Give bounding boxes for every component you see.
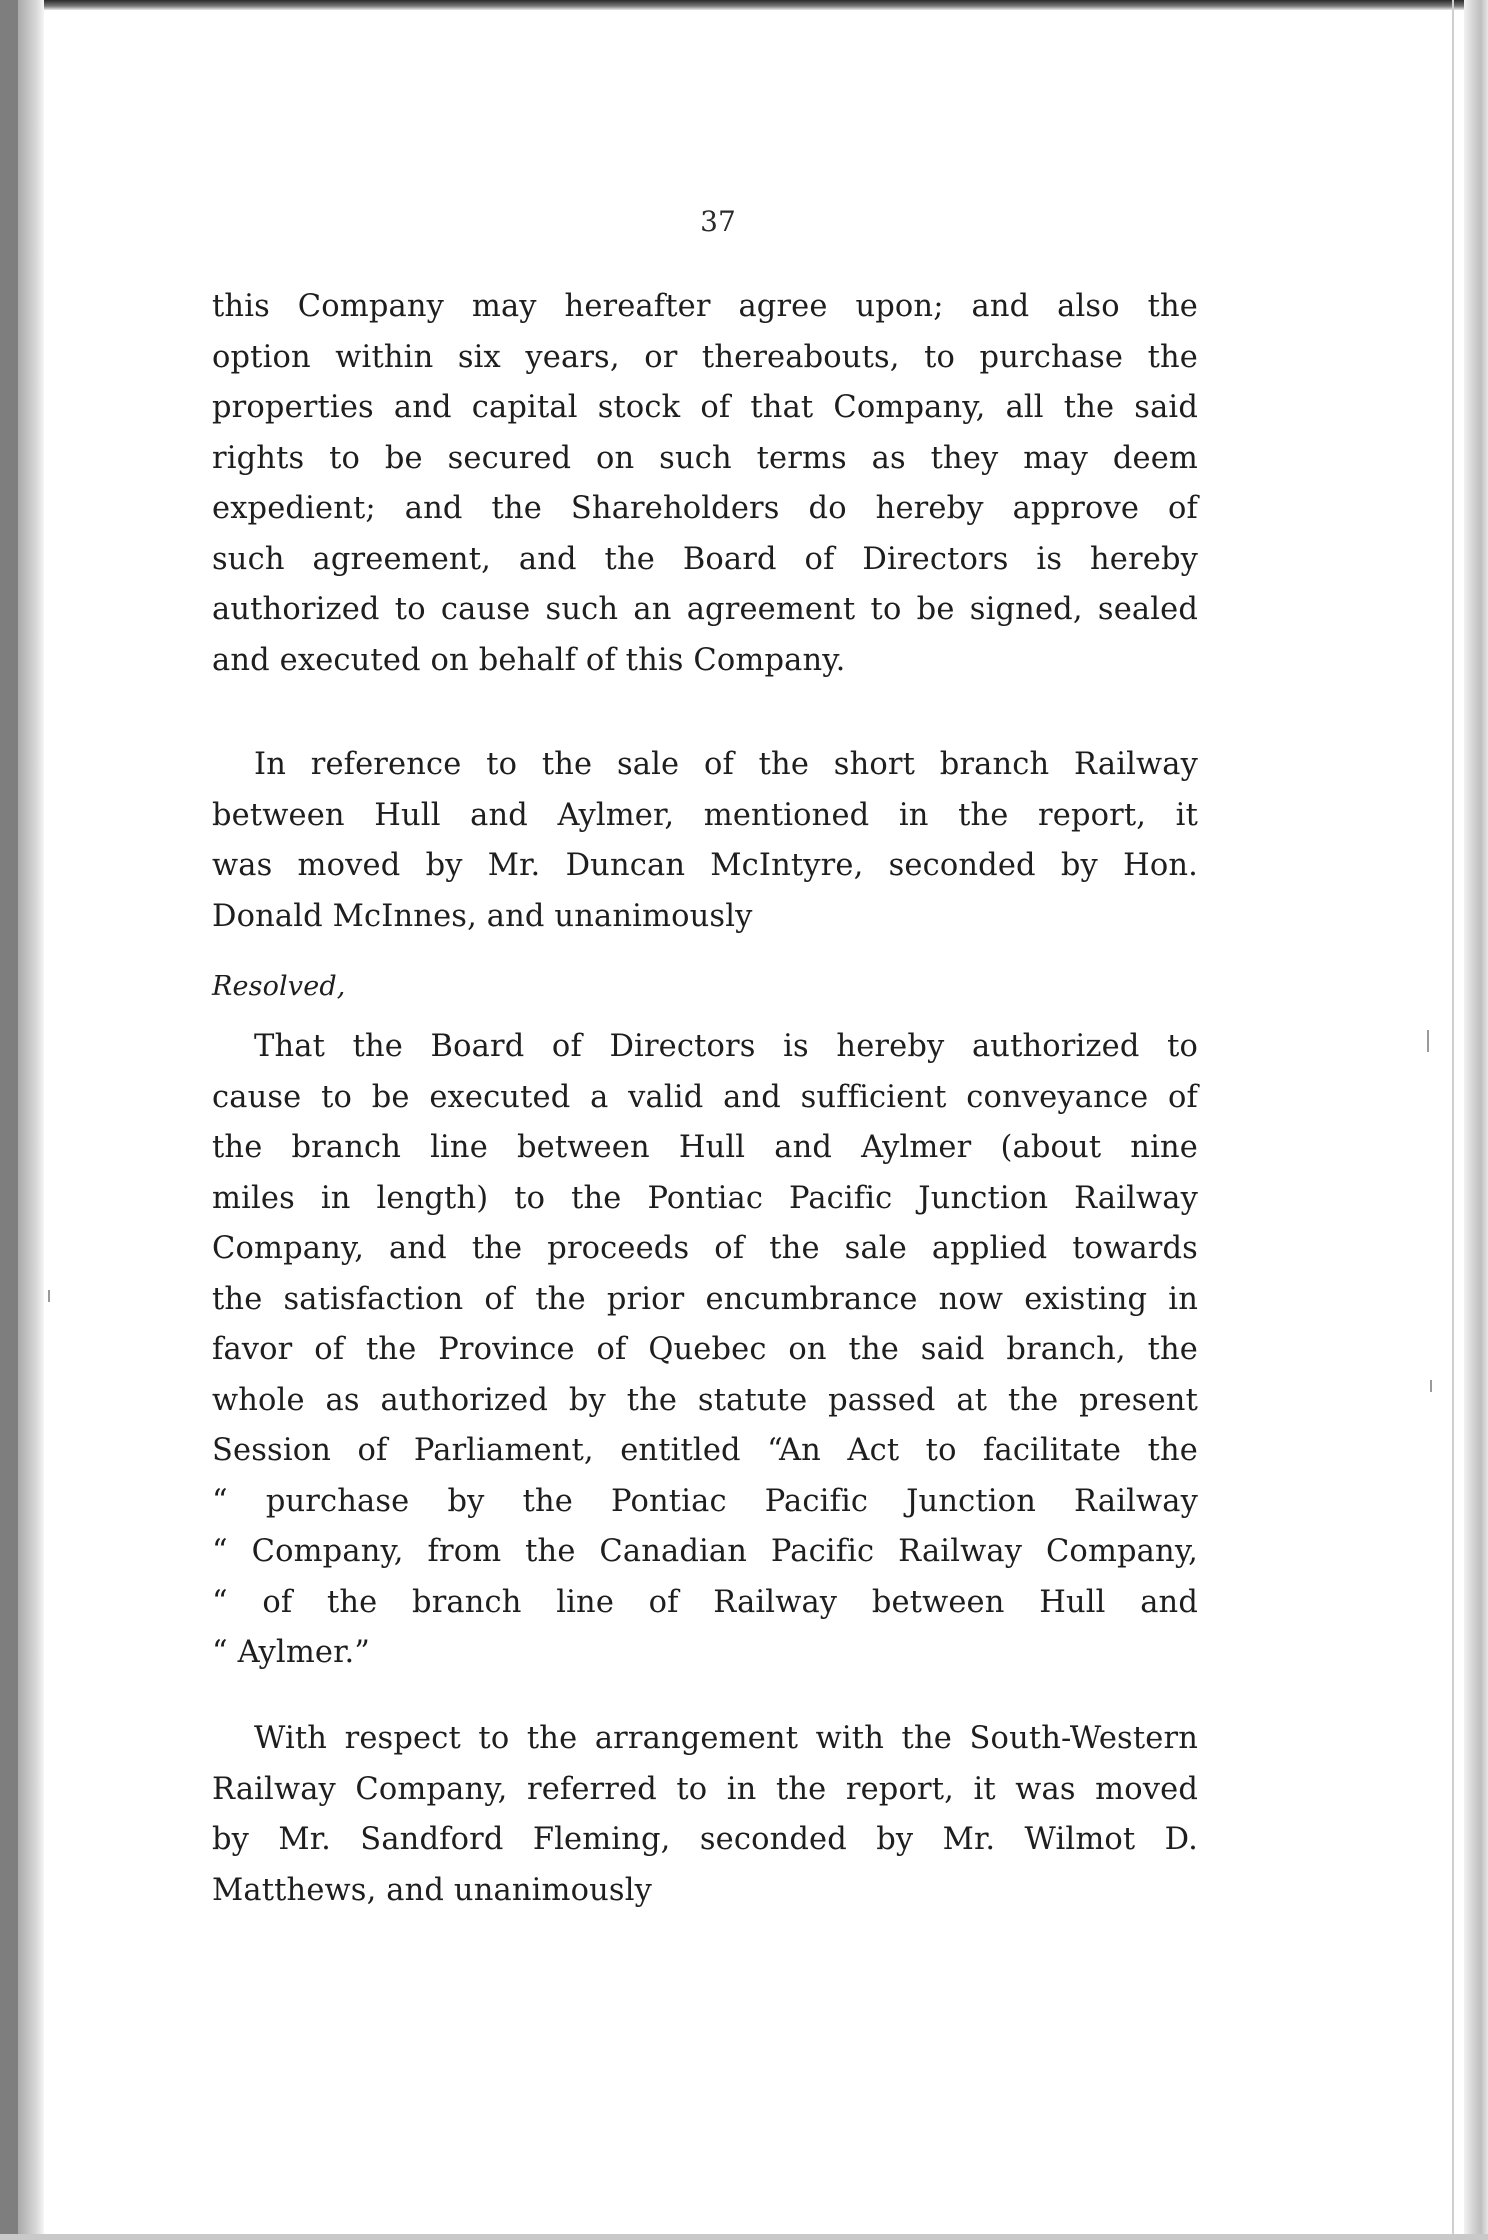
text-line: by Mr. Sandford Fleming, seconded by Mr. Wilmot D. [212, 1822, 1198, 1857]
text-line: In reference to the sale of the short branch Railway [254, 747, 1198, 782]
binding-edge [0, 0, 18, 2240]
text-line: was moved by Mr. Duncan McIntyre, seconded by Hon. [212, 848, 1198, 883]
paragraph-resolution [212, 1022, 1198, 1679]
text-line: Session of Parliament, entitled “An Act to facilitate the [212, 1433, 1198, 1468]
paragraph-south-western-motion [212, 1714, 1198, 1916]
text-line: between Hull and Aylmer, mentioned in the report, it [212, 797, 1198, 833]
top-edge-shadow [0, 0, 1488, 10]
page-edge-line [1452, 0, 1454, 2240]
resolved-heading: Resolved, [212, 971, 346, 1002]
text-line: the branch line between Hull and Aylmer (about nine [212, 1130, 1198, 1165]
stray-mark [1430, 1380, 1432, 1392]
binding-gradient [18, 0, 44, 2240]
text-line: option within six years, or thereabouts, to purchase the [212, 339, 1198, 375]
text-line: whole as authorized by the statute passed at the present [212, 1382, 1198, 1418]
text-line: this Company may hereafter agree upon; and also the [212, 289, 1198, 324]
stray-mark [1427, 1030, 1429, 1052]
text-line: “ purchase by the Pontiac Pacific Junction Railway [212, 1483, 1198, 1519]
text-line: “ Aylmer.” [212, 1635, 371, 1670]
text-line: Company, and the proceeds of the sale applied towards [212, 1231, 1198, 1266]
text-line: That the Board of Directors is hereby authorized to [254, 1029, 1198, 1064]
text-line: expedient; and the Shareholders do hereby approve of [212, 491, 1198, 526]
page-edge-bottom [0, 2234, 1488, 2240]
text-line: “ Company, from the Canadian Pacific Railway Company, [212, 1534, 1198, 1569]
paragraph-hull-aylmer-motion [212, 740, 1198, 942]
text-line: miles in length) to the Pontiac Pacific Junction Railway [212, 1180, 1198, 1216]
text-line: the satisfaction of the prior encumbrance now existing in [212, 1281, 1198, 1317]
stray-mark [48, 1290, 50, 1302]
text-line: properties and capital stock of that Company, all the said [212, 390, 1198, 425]
text-line: favor of the Province of Quebec on the said branch, the [212, 1332, 1198, 1367]
text-line: Railway Company, referred to in the report, it was moved [212, 1771, 1198, 1807]
text-line: Matthews, and unanimously [212, 1872, 652, 1908]
paragraph-continuation [212, 282, 1198, 686]
text-line: authorized to cause such an agreement to be signed, sealed [212, 592, 1198, 627]
text-line: such agreement, and the Board of Directors is hereby [212, 541, 1198, 577]
page-number: 37 [700, 205, 736, 238]
text-line: “ of the branch line of Railway between Hull and [212, 1584, 1198, 1620]
text-line: and executed on behalf of this Company. [212, 642, 846, 678]
text-line: cause to be executed a valid and sufficient conveyance of [212, 1079, 1198, 1115]
page-edge-right [1464, 0, 1488, 2240]
text-line: With respect to the arrangement with the South-Western [254, 1721, 1198, 1756]
text-line: Donald McInnes, and unanimously [212, 898, 753, 934]
text-line: rights to be secured on such terms as they may deem [212, 440, 1198, 476]
